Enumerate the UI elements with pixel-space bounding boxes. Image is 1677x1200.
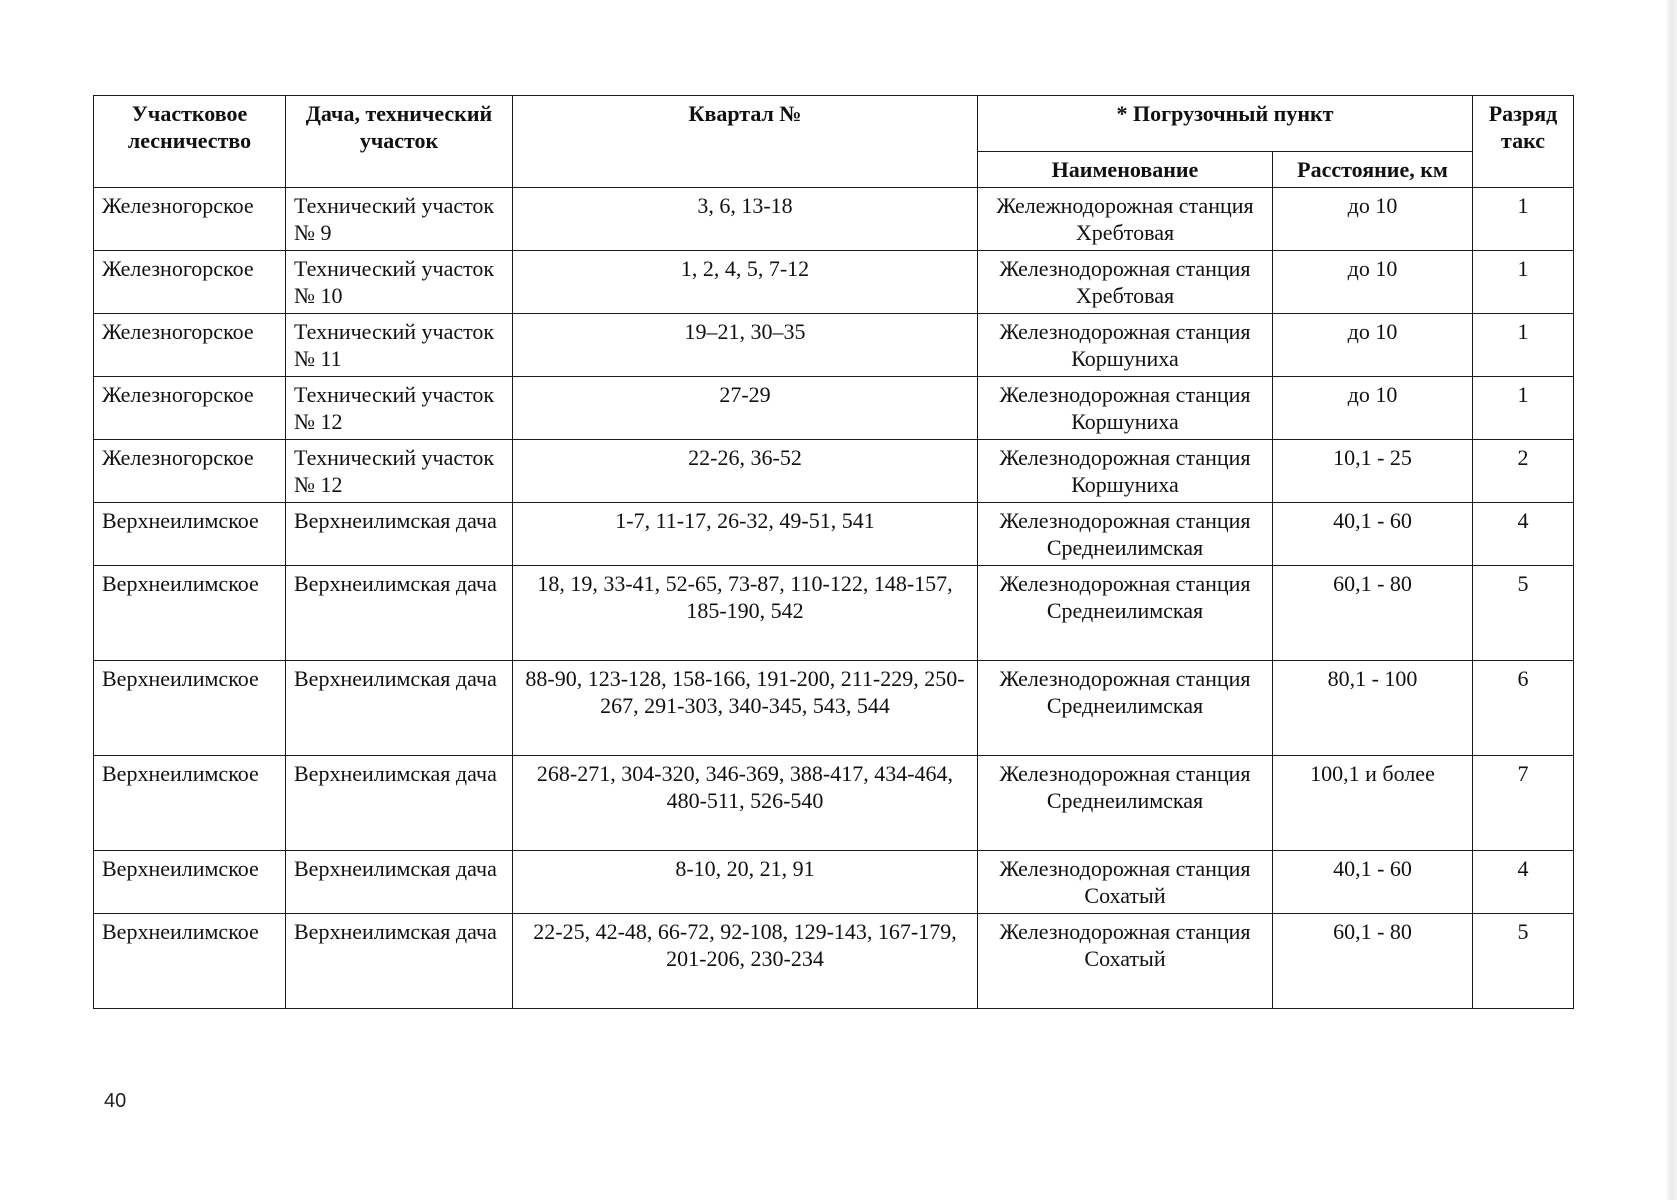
cell-station: Железнодорожная станция Сохатый	[978, 851, 1273, 914]
cell-kvartal: 18, 19, 33-41, 52-65, 73-87, 110-122, 148-157, 185-190, 542	[513, 566, 978, 661]
cell-rank: 1	[1473, 377, 1574, 440]
cell-rank: 1	[1473, 314, 1574, 377]
header-rank: Разряд такс	[1473, 96, 1574, 188]
cell-forestry: Верхнеилимское	[94, 503, 286, 566]
cell-distance: до 10	[1273, 377, 1473, 440]
cell-kvartal: 8-10, 20, 21, 91	[513, 851, 978, 914]
cell-forestry: Железногорское	[94, 251, 286, 314]
cell-kvartal: 22-26, 36-52	[513, 440, 978, 503]
cell-distance: 80,1 - 100	[1273, 661, 1473, 756]
header-forestry: Участковое лесничество	[94, 96, 286, 188]
cell-distance: 10,1 - 25	[1273, 440, 1473, 503]
table-row	[94, 503, 1574, 566]
header-dacha: Дача, технический участок	[286, 96, 513, 188]
cell-station: Железнодорожная станция Хребтовая	[978, 251, 1273, 314]
cell-kvartal: 268-271, 304-320, 346-369, 388-417, 434-464, 480-511, 526-540	[513, 756, 978, 851]
table-row	[94, 661, 1574, 756]
cell-dacha: Верхнеилимская дача	[286, 503, 513, 566]
cell-distance: 40,1 - 60	[1273, 503, 1473, 566]
cell-rank: 7	[1473, 756, 1574, 851]
cell-forestry: Железногорское	[94, 440, 286, 503]
cell-rank: 4	[1473, 851, 1574, 914]
table-row	[94, 851, 1574, 914]
cell-rank: 1	[1473, 251, 1574, 314]
cell-kvartal: 1, 2, 4, 5, 7-12	[513, 251, 978, 314]
cell-forestry: Верхнеилимское	[94, 756, 286, 851]
cell-rank: 5	[1473, 566, 1574, 661]
header-kvartal: Квартал №	[513, 96, 978, 188]
table-row	[94, 756, 1574, 851]
cell-dacha: Технический участок № 12	[286, 377, 513, 440]
table-row	[94, 377, 1574, 440]
cell-forestry: Верхнеилимское	[94, 851, 286, 914]
table-row	[94, 440, 1574, 503]
cell-distance: до 10	[1273, 314, 1473, 377]
table-row	[94, 314, 1574, 377]
cell-dacha: Верхнеилимская дача	[286, 756, 513, 851]
cell-dacha: Технический участок № 11	[286, 314, 513, 377]
cell-forestry: Железногорское	[94, 188, 286, 251]
table-row	[94, 251, 1574, 314]
cell-station: Железнодорожная станция Среднеилимская	[978, 503, 1273, 566]
cell-station: Железнодорожная станция Коршуниха	[978, 440, 1273, 503]
cell-forestry: Верхнеилимское	[94, 914, 286, 1009]
cell-dacha: Технический участок № 9	[286, 188, 513, 251]
cell-station: Железнодорожная станция Среднеилимская	[978, 661, 1273, 756]
header-distance: Расстояние, км	[1273, 152, 1473, 188]
cell-station: Железнодорожная станция Коршуниха	[978, 377, 1273, 440]
table-row	[94, 188, 1574, 251]
cell-rank: 1	[1473, 188, 1574, 251]
header-station-name: Наименование	[978, 152, 1273, 188]
cell-dacha: Верхнеилимская дача	[286, 914, 513, 1009]
cell-dacha: Верхнеилимская дача	[286, 661, 513, 756]
table-container	[93, 95, 1573, 1009]
cell-distance: до 10	[1273, 188, 1473, 251]
cell-dacha: Верхнеилимская дача	[286, 851, 513, 914]
cell-kvartal: 1-7, 11-17, 26-32, 49-51, 541	[513, 503, 978, 566]
cell-forestry: Верхнеилимское	[94, 566, 286, 661]
loading-points-table	[93, 95, 1574, 1009]
cell-forestry: Железногорское	[94, 377, 286, 440]
cell-distance: 100,1 и более	[1273, 756, 1473, 851]
cell-rank: 5	[1473, 914, 1574, 1009]
cell-station: Железнодорожная станция Среднеилимская	[978, 566, 1273, 661]
cell-station: Железнодорожная станция Коршуниха	[978, 314, 1273, 377]
cell-dacha: Верхнеилимская дача	[286, 566, 513, 661]
cell-kvartal: 19–21, 30–35	[513, 314, 978, 377]
cell-distance: до 10	[1273, 251, 1473, 314]
cell-dacha: Технический участок № 12	[286, 440, 513, 503]
cell-kvartal: 3, 6, 13-18	[513, 188, 978, 251]
cell-forestry: Железногорское	[94, 314, 286, 377]
table-row	[94, 914, 1574, 1009]
cell-station: Железнодорожная станция Сохатый	[978, 914, 1273, 1009]
header-loading-point: * Погрузочный пункт	[978, 96, 1473, 152]
cell-forestry: Верхнеилимское	[94, 661, 286, 756]
cell-station: Жележнодорожная станция Хребтовая	[978, 188, 1273, 251]
cell-kvartal: 88-90, 123-128, 158-166, 191-200, 211-229, 250-267, 291-303, 340-345, 543, 544	[513, 661, 978, 756]
scan-edge-shadow	[1665, 0, 1677, 1200]
cell-distance: 60,1 - 80	[1273, 566, 1473, 661]
cell-dacha: Технический участок № 10	[286, 251, 513, 314]
cell-distance: 40,1 - 60	[1273, 851, 1473, 914]
cell-station: Железнодорожная станция Среднеилимская	[978, 756, 1273, 851]
cell-kvartal: 22-25, 42-48, 66-72, 92-108, 129-143, 167-179, 201-206, 230-234	[513, 914, 978, 1009]
cell-kvartal: 27-29	[513, 377, 978, 440]
cell-rank: 6	[1473, 661, 1574, 756]
cell-rank: 2	[1473, 440, 1574, 503]
cell-distance: 60,1 - 80	[1273, 914, 1473, 1009]
table-row	[94, 566, 1574, 661]
cell-rank: 4	[1473, 503, 1574, 566]
page-number: 40	[104, 1090, 127, 1112]
